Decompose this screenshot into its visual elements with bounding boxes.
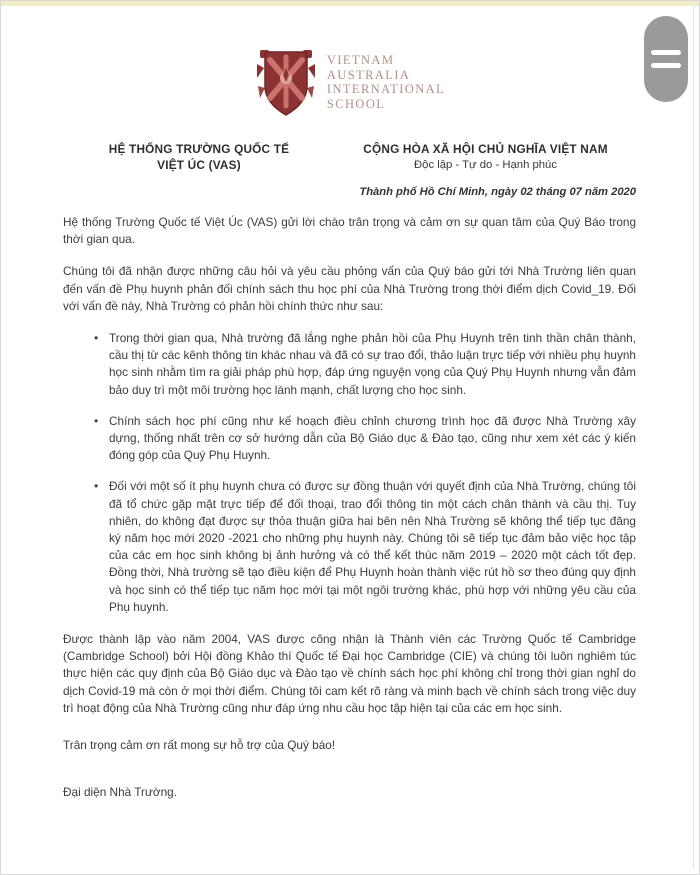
paragraph-intro: Chúng tôi đã nhận được những câu hỏi và yêu cầu phỏng vấn của Quý báo gửi tới Nhà Trường liên quan đến vấn đề Phụ huynh phản đối chính sách thu học phí của Nhà Trường trong thời điểm dịch Covid_19. Đối với vấn đề này, Nhà Trường có phản hồi chính thức như sau: <box>63 264 636 313</box>
national-motto-block <box>335 141 636 173</box>
paragraph-thanks: Trân trọng cảm ơn rất mong sự hỗ trợ của Quý báo! <box>63 738 336 753</box>
signature-line: Đại diện Nhà Trường. <box>63 785 177 800</box>
page-top-strip <box>1 1 699 6</box>
school-logo <box>63 48 636 120</box>
school-name-line: VIETNAM <box>326 53 395 67</box>
school-crest-icon <box>254 48 318 120</box>
sender-line2: VIỆT ÚC (VAS) <box>157 158 241 172</box>
school-name <box>327 48 445 111</box>
letter-header <box>63 141 636 173</box>
list-item <box>94 330 636 399</box>
list-item <box>94 478 636 616</box>
bullet-text: Đối với một số ít phụ huynh chưa có được sự đồng thuận với quyết định của Nhà Trường, chúng tôi đã tổ chức gặp mặt trực tiếp để đối thoại, trao đổi thông tin một cách chân thành và cầu thị. Tuy nhiên, do không đạt được sự thỏa thuận giữa hai bên nên Nhà Trường sẽ không thể tiếp tục đăng ký năm học mới 2020 -2021 cho những phụ huynh này. Chúng tôi sẽ tiếp tục đảm bảo việc học tập của các em học sinh không bị ảnh hưởng và có thể kết thúc năm 2019 – 2020 một cách tốt đẹp. Đồng thời, Nhà trường sẽ tạo điều kiện để Phụ Huynh hoàn thành việc rút hồ sơ theo đúng quy định và học sinh có thể tiếp tục năm học mới tại một ngôi trường khác, phù hợp với những yêu cầu của Phụ huynh. <box>109 479 636 614</box>
paragraph-closing: Được thành lập vào năm 2004, VAS được công nhận là Thành viên các Trường Quốc tế Cambridge (Cambridge School) bởi Hội đồng Khảo thí Quốc tế Đại học Cambridge (CIE) và chúng tôi luôn nghiêm túc thực hiện các quy định của Bộ Giáo dục và Đào tạo về chính sách học phí không chỉ trong thời gian nghỉ do dịch Covid-19 mà còn ở mọi thời điểm. Chúng tôi cam kết rõ ràng và minh bạch về chính sách trong việc duy trì hoạt động của Nhà Trường cũng như đáp ứng nhu cầu học tập hiện tại của các em học sinh. <box>63 632 636 715</box>
letter-body <box>1 48 699 801</box>
bullet-text: Trong thời gian qua, Nhà trường đã lắng nghe phản hồi của Phụ Huynh trên tinh thần chân thành, cầu thị từ các kênh thông tin khác nhau và đã có sự trao đổi, thảo luận trực tiếp với nhiều phụ huynh học sinh nhằm tìm ra giải pháp phù hợp, đáp ứng nguyện vọng của Quý Phụ Huynh nhưng vẫn đảm bảo duy trì một môi trường học lành mạnh, chất lượng cho học sinh. <box>109 331 636 397</box>
school-name-line: INTERNATIONAL <box>326 82 446 96</box>
bullet-icon: • <box>94 331 99 346</box>
bullet-icon: • <box>94 479 99 494</box>
paragraph-greeting: Hệ thống Trường Quốc tế Việt Úc (VAS) gửi lời chào trân trọng và cảm ơn sự quan tâm của Quý Báo trong thời gian qua. <box>63 215 636 247</box>
national-title: CỘNG HÒA XÃ HỘI CHỦ NGHĨA VIỆT NAM <box>363 142 608 156</box>
sender-block <box>63 141 335 173</box>
school-name-line: SCHOOL <box>326 96 386 111</box>
sender-line1: HỆ THỐNG TRƯỜNG QUỐC TẾ <box>108 142 290 156</box>
school-name-line: AUSTRALIA <box>326 67 411 82</box>
bullet-text: Chính sách học phí cũng như kế hoạch điều chỉnh chương trình học đã được Nhà Trường xây dựng, thống nhất trên cơ sở hướng dẫn của Bộ Giáo dục & Đào tạo, cũng như xem xét các ý kiến đóng góp của Quý Phụ Huynh. <box>109 413 636 463</box>
list-item <box>94 413 636 465</box>
bullet-icon: • <box>94 413 99 428</box>
dateline: Thành phố Hồ Chí Minh, ngày 02 tháng 07 năm 2020 <box>359 186 636 198</box>
national-motto: Độc lập - Tự do - Hạnh phúc <box>414 159 557 171</box>
bullet-list <box>63 330 636 616</box>
